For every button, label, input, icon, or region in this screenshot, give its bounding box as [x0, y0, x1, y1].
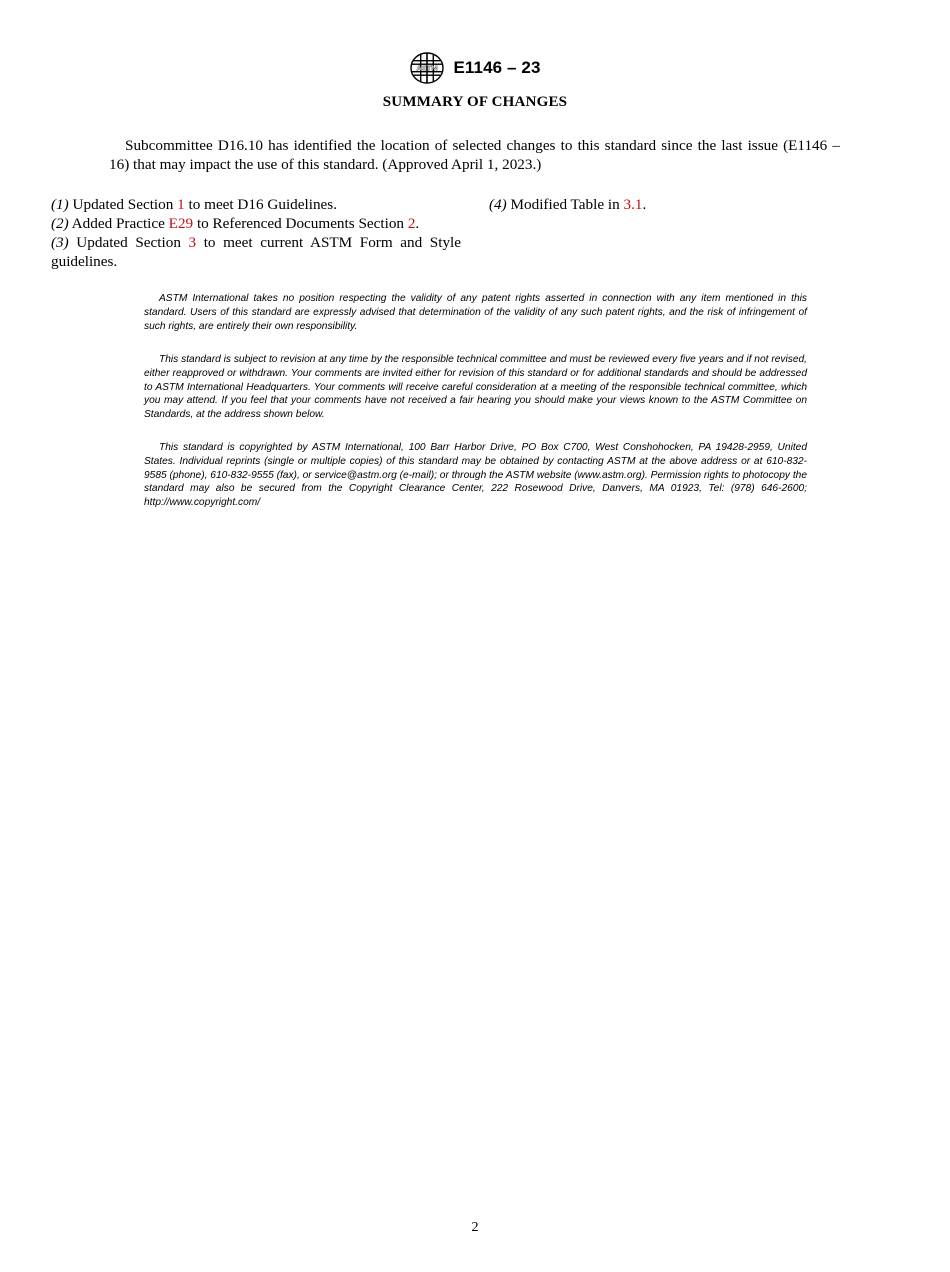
page-number: 2: [471, 1220, 479, 1235]
changes-list-left: [51, 195, 461, 271]
practice-link[interactable]: E29: [168, 215, 194, 232]
section-link[interactable]: 3: [188, 234, 197, 251]
change-number: (2): [51, 215, 69, 232]
summary-intro: Subcommittee D16.10 has identified the location of selected changes to this standard since the last issue (E1146 – 16) that may impact the use of this standard. (Approved April 1, 2023.): [109, 137, 840, 173]
document-header: [0, 51, 950, 85]
change-item-2: (2) Added Practice E29 to Referenced Documents Section 2.: [51, 215, 420, 232]
astm-logo-icon: [409, 51, 445, 85]
changes-list-right: [489, 195, 849, 214]
change-item-1: (1) Updated Section 1 to meet D16 Guidelines.: [51, 196, 337, 213]
change-number: (3): [51, 234, 69, 251]
copyright-notice: This standard is copyrighted by ASTM International, 100 Barr Harbor Drive, PO Box C700, West Conshohocken, PA 19428-2959, United States. Individual reprints (single or multiple copies) of this standard may be obtained by contacting ASTM at the above address or at 610-832-9585 (phone), 610-832-9555 (fax), or service@astm.org (e-mail); or through the ASTM website (www.astm.org). Permission rights to photocopy the standard may also be secured from the Copyright Clearance Center, 222 Rosewood Drive, Danvers, MA 01923, Tel: (978) 646-2600; http://www.copyright.com/: [144, 442, 807, 509]
revision-notice: This standard is subject to revision at any time by the responsible technical committee and must be reviewed every five years and if not revised, either reapproved or withdrawn. Your comments are invited either for revision of this standard or for additional standards and should be addressed to ASTM International Headquarters. Your comments will receive careful consideration at a meeting of the responsible technical committee, which you may attend. If you feel that your comments have not received a fair hearing you should make your views known to the ASTM Committee on Standards, at the address shown below.: [144, 354, 807, 421]
section-link[interactable]: 3.1: [623, 196, 643, 213]
section-link[interactable]: 1: [177, 196, 185, 213]
summary-title: SUMMARY OF CHANGES: [382, 94, 568, 110]
svg-text:ASTM: ASTM: [416, 63, 439, 73]
standard-designation: E1146 – 23: [453, 58, 541, 77]
change-item-3: (3) Updated Section 3 to meet current ASTM Form and Style guidelines.: [51, 234, 462, 270]
change-number: (4): [489, 196, 507, 213]
change-item-4: (4) Modified Table in 3.1.: [489, 196, 647, 213]
section-link[interactable]: 2: [407, 215, 416, 232]
change-number: (1): [51, 196, 69, 213]
patent-notice: ASTM International takes no position respecting the validity of any patent rights asserted in connection with any item mentioned in this standard. Users of this standard are expressly advised that determination of the validity of any such patent rights, and the risk of infringement of such rights, are entirely their own responsibility.: [144, 293, 807, 332]
